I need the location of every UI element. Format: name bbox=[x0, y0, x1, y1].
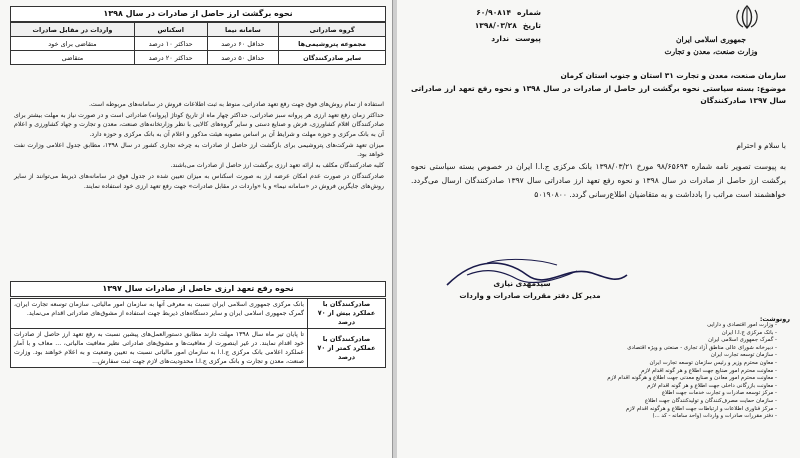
col-banknote: اسکناس bbox=[134, 23, 207, 37]
list-item: - سازمان حمایت مصرف‌کنندگان و تولیدکنندگان جهت اطلاع bbox=[437, 398, 777, 406]
table-row bbox=[11, 51, 386, 65]
list-item: - معاونت محترم امور صنایع جهت اطلاع و هر گونه اقدام لازم bbox=[437, 368, 777, 376]
list-item: - سازمان توسعه تجارت ایران bbox=[437, 352, 777, 360]
note-item: میزان تعهد شرکت‌های پتروشیمی برای بازگشت ارز حاصل از صادرات به چرخه تجاری کشور در سال ۱۳۹۸، مطابق جدول اعلامی وزارت نفت خواهد بود. bbox=[14, 141, 384, 159]
table2-title: نحوه رفع تعهد ارزی حاصل از صادرات سال ۱۳۹۷ bbox=[10, 281, 386, 297]
letter-address bbox=[411, 70, 786, 108]
note-item: استفاده از تمام روش‌های فوق جهت رفع تعهد صادراتی، منوط به ثبت اطلاعات فروش در سامانه‌های مربوطه است. bbox=[88, 101, 384, 108]
date-label: تاریخ bbox=[522, 21, 541, 30]
date-row bbox=[411, 19, 541, 32]
list-item: - دبیرخانه شورای عالی مناطق آزاد تجاری - صنعتی و ویژه اقتصادی bbox=[437, 345, 777, 353]
cell: متقاضی bbox=[11, 51, 135, 65]
list-item: - وزارت امور اقتصادی و دارایی bbox=[437, 322, 777, 330]
table1-title: نحوه برگشت ارز حاصل از صادرات در سال ۱۳۹۸ bbox=[10, 6, 386, 22]
republic-name: جمهوری اسلامی ایران bbox=[675, 35, 747, 44]
cell: حداقل ۵۰ درصد bbox=[207, 51, 279, 65]
greeting: با سلام و احترام bbox=[736, 141, 786, 150]
exporter-group-cell: صادرکنندگان با عملکرد کمتر از ۷۰ درصد bbox=[308, 329, 386, 368]
col-import-vs-export: واردات در مقابل صادرات bbox=[11, 23, 135, 37]
ministry-name: وزارت صنعت، معدن و تجارت bbox=[664, 47, 758, 56]
signer-title: مدیر کل دفتر مقررات صادرات و واردات bbox=[459, 291, 601, 300]
rule-cell: تا پایان تیر ماه سال ۱۳۹۸ مهلت دارند مطابق دستورالعمل‌های پیشین نسبت به رفع تعهد ارز حاصل از صادرات خود اقدام نمایند. در غیر اینصورت از معافیت‌ها و مشوق‌های صادراتی نظیر معافیت مالیاتی، ... معاف و با آمار عملکرد اعلامی بانک مرکزی ج.ا.ا به سازمان امور مالیاتی نسبت به تعیین وضعیت و به اعلام خواهند بود. وزارت صنعت، معدن و تجارت و بانک مرکزی ج.ا.ا محدودیت‌های لازم جهت ثبت سفارش... bbox=[11, 329, 308, 368]
table-row bbox=[11, 37, 386, 51]
attachment-page bbox=[0, 0, 393, 458]
attachment-value: ندارد bbox=[491, 34, 510, 43]
addressee: سازمان صنعت، معدن و تجارت ۳۱ استان و جنوب استان کرمان bbox=[560, 71, 786, 80]
cc-list bbox=[437, 322, 777, 421]
attachment-label: پیوست bbox=[515, 34, 541, 43]
cell: حداقل ۶۰ درصد bbox=[207, 37, 279, 51]
cover-letter-page bbox=[397, 0, 800, 458]
cc-heading: رونوشت: bbox=[759, 315, 790, 323]
policy-notes bbox=[14, 100, 384, 193]
number-label: شماره bbox=[517, 8, 541, 17]
note-item: حداکثر زمان رفع تعهد ارزی هر پروانه سبز صادراتی، حداکثر چهار ماه از تاریخ کوتاژ (پروانه) صادراتی است و در صورت نیاز به مهلت بیشتر برای صادرکنندگان اقلام کشاورزی، فرش و صنایع دستی و سایر گروه‌های کالایی با نظر وزارتخانه‌های صنعت، معدن و تجارت و جهاد کشاورزی و اعلام آن به بانک مرکزی و حوزه مهلت و شرایط آن بر اساس مصوبه هیئت مذکور و اعلام آن به بانک مرکزی و حوزه دارد. bbox=[14, 112, 384, 138]
emblem-icon bbox=[727, 4, 767, 30]
cell: مجموعه پتروشیمی‌ها bbox=[279, 37, 386, 51]
date-value: ۱۳۹۸/۰۳/۲۸ bbox=[474, 21, 517, 30]
list-item: - معاون محترم وزیر و رئیس سازمان توسعه تجارت ایران bbox=[437, 360, 777, 368]
number-row bbox=[411, 6, 541, 19]
col-nima: سامانه نیما bbox=[207, 23, 279, 37]
list-item: - معاونت بازرگانی داخلی جهت اطلاع و هر گونه اقدام لازم bbox=[437, 383, 777, 391]
subject: موضوع: بسته سیاستی نحوه برگشت ارز حاصل از صادرات در سال ۱۳۹۸ و نحوه رفع تعهد ارز صادراتی سال ۱۳۹۷ صادرکنندگان bbox=[411, 83, 786, 105]
note-item: صادرکنندگان در صورت عدم امکان عرضه ارز به صورت اسکناس به میزان تعیین شده در جدول فوق در سامانه‌های ذیربط می‌توانند از سایر روش‌های جایگزین فروش در «سامانه نیما» و یا «واردات در مقابل صادرات» جهت رفع تعهد ارزی خود استفاده نمایند. bbox=[14, 173, 384, 190]
list-item: - مرکز توسعه صادرات و تجارت خدمات جهت اطلاع bbox=[437, 390, 777, 398]
list-item: - بانک مرکزی ج.ا.ا ایران bbox=[437, 330, 777, 338]
repatriation-table-1398 bbox=[10, 22, 386, 65]
list-item: - معاونت محترم امور معادن و صنایع معدنی جهت اطلاع و هرگونه اقدام لازم bbox=[437, 375, 777, 383]
list-item: - مرکز فناوری اطلاعات و ارتباطات جهت اطلاع و هرگونه اقدام لازم bbox=[437, 406, 777, 414]
list-item: - گمرک جمهوری اسلامی ایران bbox=[437, 337, 777, 345]
table-row bbox=[11, 299, 386, 329]
cell: حداکثر ۲۰ درصد bbox=[134, 51, 207, 65]
cell: حداکثر ۱۰ درصد bbox=[134, 37, 207, 51]
attachment-row bbox=[411, 32, 541, 45]
table-row bbox=[11, 329, 386, 368]
number-value: ۶۰/۹۰۸۱۴ bbox=[476, 8, 512, 17]
table-header-row bbox=[11, 23, 386, 37]
exporter-group-cell: صادرکنندگان با عملکرد بیش از ۷۰ درصد bbox=[308, 299, 386, 329]
commitment-table-1397 bbox=[10, 298, 386, 368]
note-item: کلیه صادرکنندگان مکلف به ارائه تعهد ارزی برگشت ارز حاصل از صادرات می‌باشند. bbox=[170, 162, 384, 170]
signer-name: سیدمهدی نیازی bbox=[493, 279, 551, 288]
letter-meta bbox=[411, 6, 541, 45]
cell: سایر صادرکنندگان bbox=[279, 51, 386, 65]
col-export-group: گروه صادراتی bbox=[279, 23, 386, 37]
ministry-header bbox=[636, 34, 786, 58]
rule-cell: بانک مرکزی جمهوری اسلامی ایران نسبت به معرفی آنها به سازمان امور مالیاتی، سازمان توسعه تجارت ایران، گمرک جمهوری اسلامی ایران و سایر دستگاه‌های ذیربط جهت استفاده از مشوق‌های صادراتی اقدام می‌نماید. bbox=[11, 299, 308, 329]
letter-body: به پیوست تصویر نامه شماره ۹۸/۶۵۶۹۴ مورخ ۱۳۹۸/۰۳/۲۱ بانک مرکزی ج.ا.ا ایران در خصوص بسته سیاستی نحوه برگشت ارز حاصل از صادرات در سال ۱۳۹۸ و نحوه رفع تعهد ارز صادراتی سال ۱۳۹۷ صادرکنندگان ارسال می‌گردد. خواهشمند است مراتب را بادداشت و به متقاضیان اطلاع‌رسانی گردد. ۵۰۱۹۰۸۰۰ bbox=[411, 162, 787, 199]
list-item: - دفتر مقررات صادرات و واردات (واحد سامانه - کد ...) bbox=[437, 413, 777, 421]
cell: متقاضی برای خود bbox=[11, 37, 135, 51]
